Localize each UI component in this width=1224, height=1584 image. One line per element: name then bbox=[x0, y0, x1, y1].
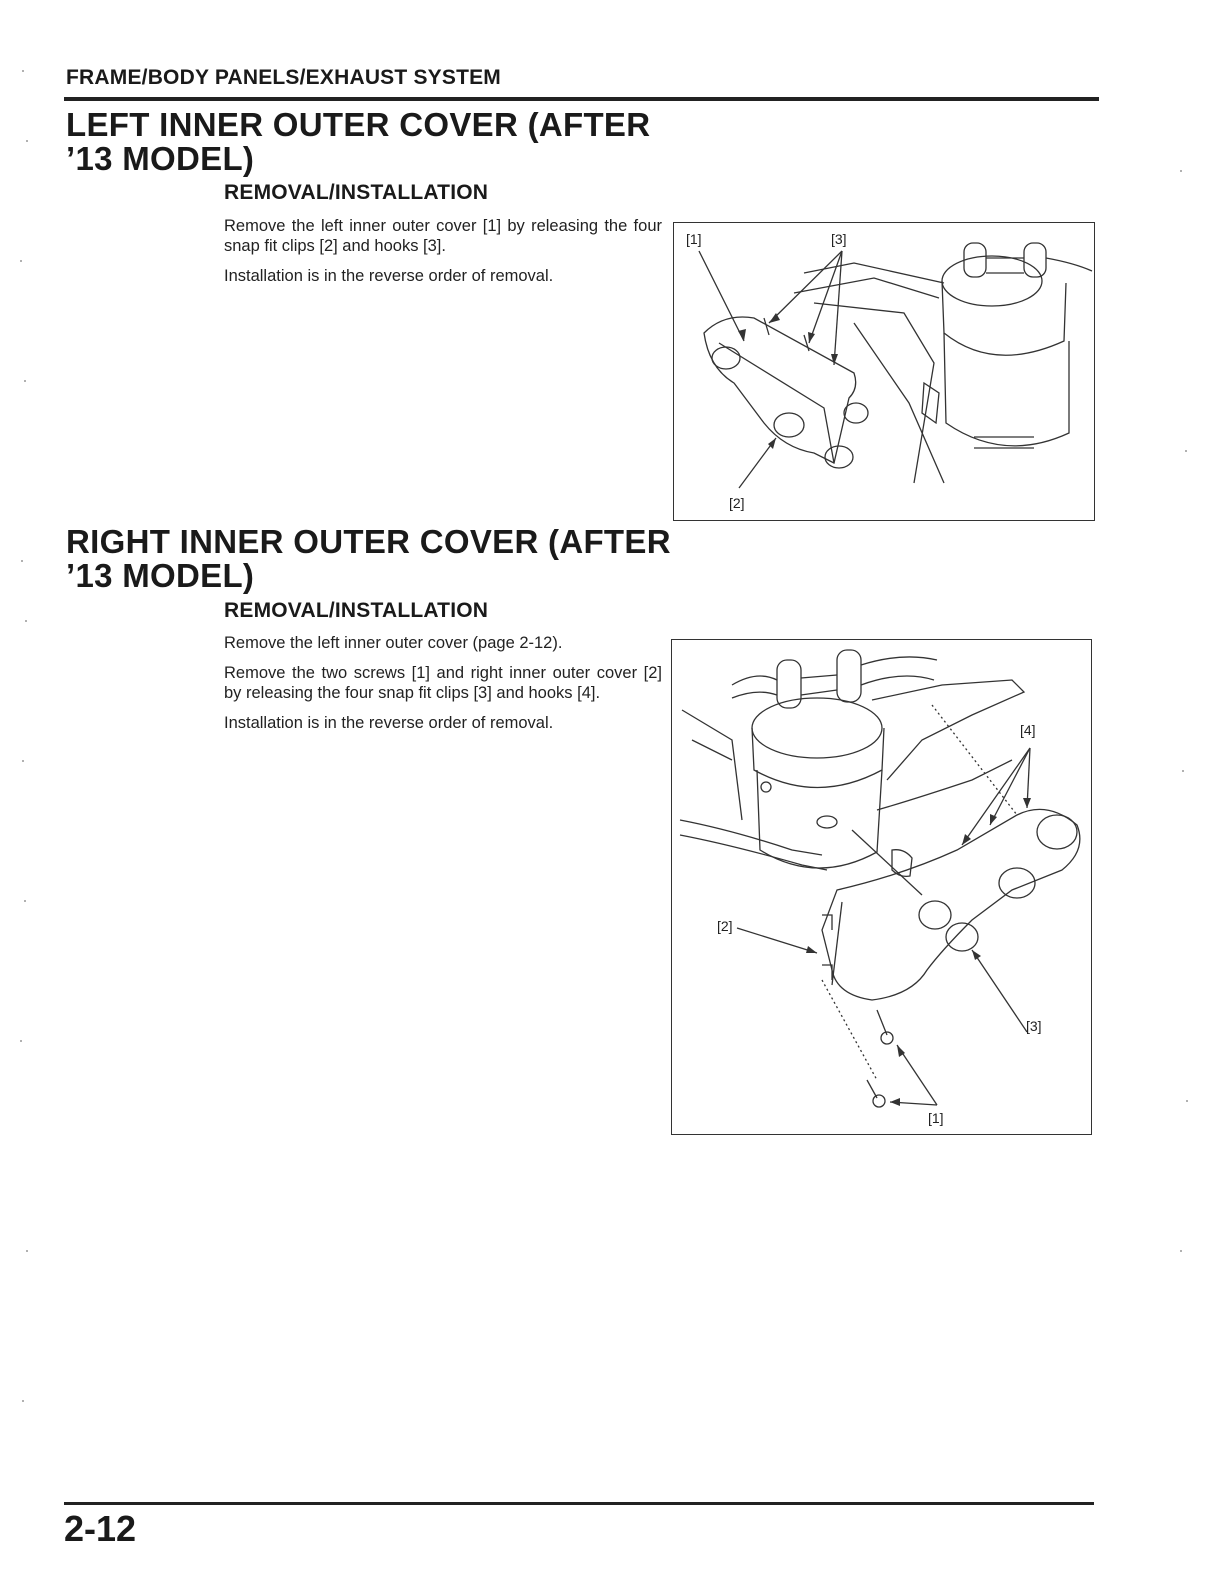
section2-subtitle: REMOVAL/INSTALLATION bbox=[224, 599, 489, 622]
callout-label: [3] bbox=[1026, 1018, 1042, 1034]
callout-label: [4] bbox=[1020, 722, 1036, 738]
section2-paragraph: Remove the left inner outer cover (page 2-12). bbox=[224, 634, 563, 652]
section1-paragraph: Remove the left inner outer cover [1] by releasing the four snap fit clips [2] and hooks [3]. bbox=[224, 217, 662, 255]
section1-paragraph: Installation is in the reverse order of removal. bbox=[224, 267, 554, 285]
figure-left-illustration bbox=[674, 223, 1094, 520]
callout-label: [2] bbox=[717, 918, 733, 934]
callout-label: [2] bbox=[729, 495, 745, 511]
section1-title-line1: LEFT INNER OUTER COVER (AFTER bbox=[66, 106, 651, 143]
section2-title bbox=[66, 525, 671, 593]
section1-subtitle: REMOVAL/INSTALLATION bbox=[224, 181, 489, 204]
section-header: FRAME/BODY PANELS/EXHAUST SYSTEM bbox=[66, 66, 502, 89]
header-rule bbox=[64, 97, 1099, 101]
figure-right-inner-outer-cover bbox=[671, 639, 1092, 1135]
page-number: 2-12 bbox=[64, 1508, 137, 1549]
section1-title bbox=[66, 108, 650, 176]
section1-title-line2: ’13 MODEL) bbox=[66, 140, 255, 177]
section2-title-line2: ’13 MODEL) bbox=[66, 557, 255, 594]
section2-paragraph: Remove the two screws [1] and right inner outer cover [2] by releasing the four snap fit clips [3] and hooks [4]. bbox=[224, 664, 662, 702]
section2-body bbox=[224, 633, 662, 743]
callout-label: [1] bbox=[686, 231, 702, 247]
section2-title-line1: RIGHT INNER OUTER COVER (AFTER bbox=[66, 523, 671, 560]
section1-body bbox=[224, 216, 662, 296]
figure-right-illustration bbox=[672, 640, 1091, 1134]
footer-rule bbox=[64, 1502, 1094, 1505]
callout-label: [3] bbox=[831, 231, 847, 247]
section2-paragraph: Installation is in the reverse order of removal. bbox=[224, 714, 554, 732]
callout-label: [1] bbox=[928, 1110, 944, 1126]
figure-left-inner-outer-cover bbox=[673, 222, 1095, 521]
